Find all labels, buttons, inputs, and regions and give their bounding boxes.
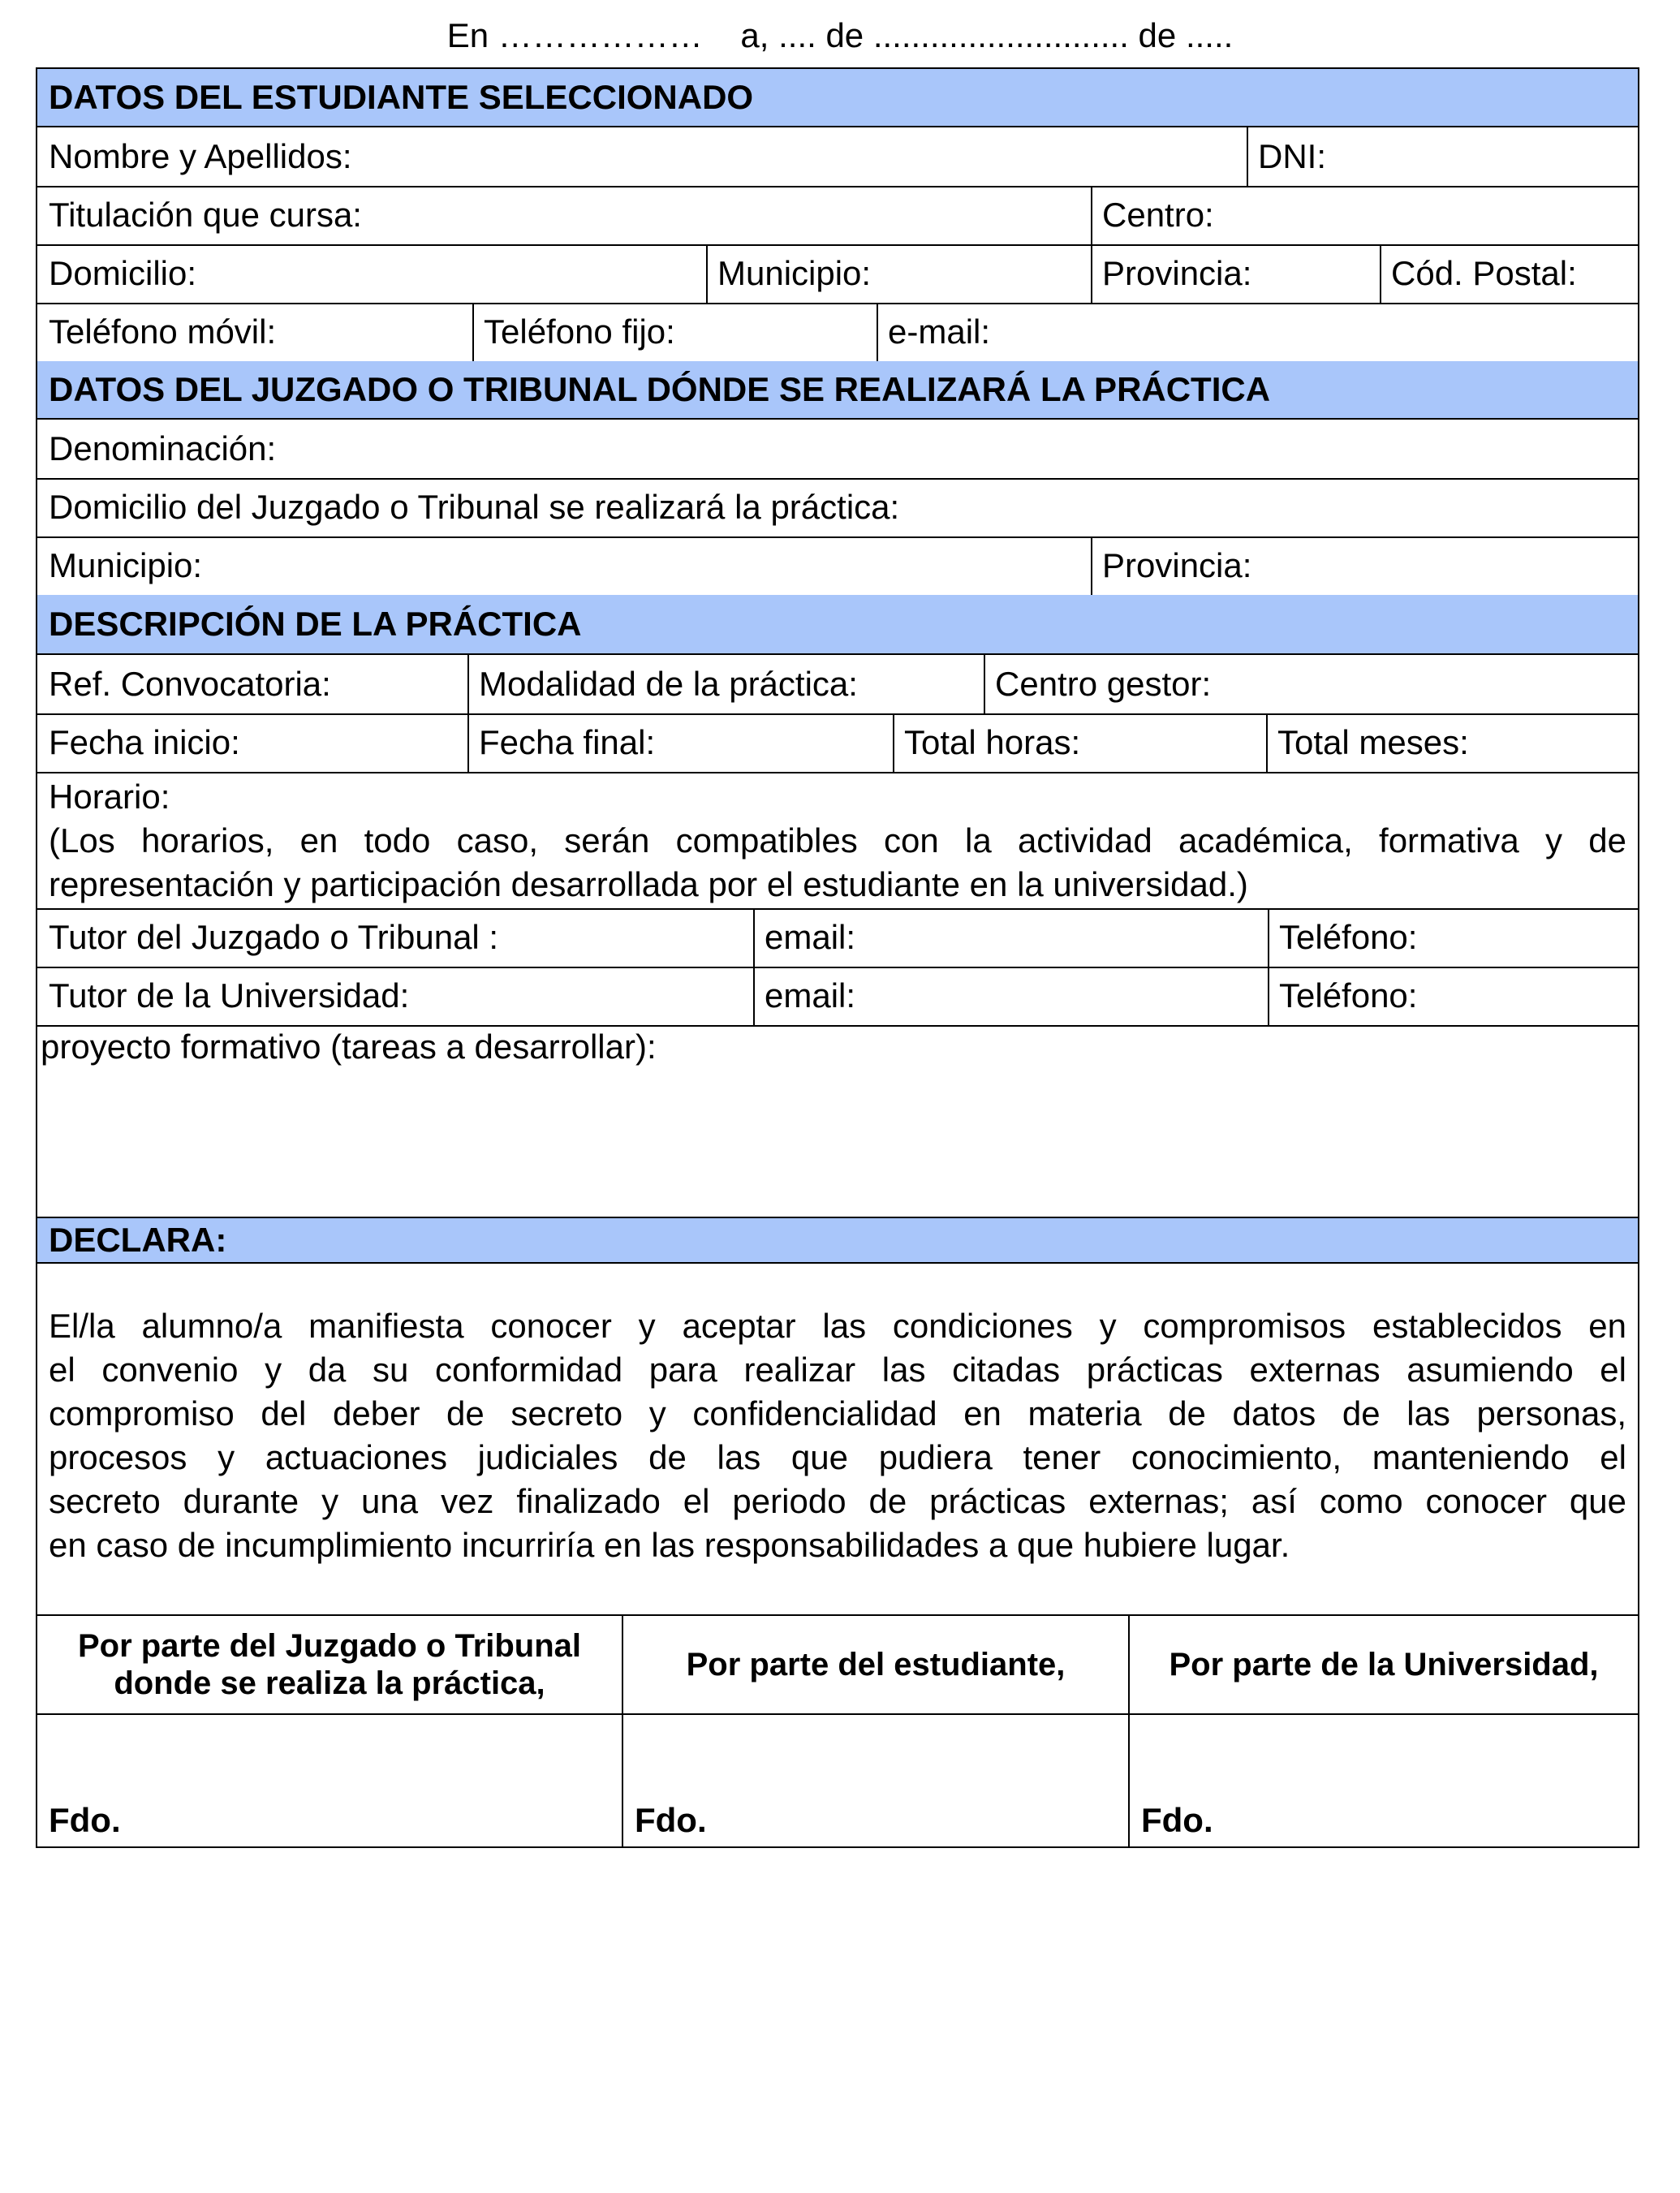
section-practice-title: DESCRIPCIÓN DE LA PRÁCTICA	[37, 595, 1638, 655]
uni-tutor-phone-field[interactable]: Teléfono:	[1279, 976, 1418, 1015]
fdo-student-label: Fdo.	[635, 1801, 707, 1839]
date-place-line: En ……………… a, .... de ........................... de .....	[446, 16, 1234, 54]
divider	[37, 772, 1638, 773]
court-province-field[interactable]: Provincia:	[1102, 545, 1252, 584]
signature-university-box[interactable]	[1130, 1715, 1638, 1846]
practice-hours-field[interactable]: Total horas:	[904, 722, 1081, 761]
divider	[472, 303, 474, 361]
declaration-line: El/la alumno/a manifiesta conocer y aceptar las condiciones y compromisos establecidos en	[49, 1307, 1626, 1345]
divider	[893, 713, 894, 772]
divider	[984, 655, 985, 713]
declaration-line: secreto durante y una vez finalizado el periodo de prácticas externas; así como conocer que	[49, 1482, 1626, 1520]
schedule-note-line: representación y participación desarrollada por el estudiante en la universidad.)	[49, 865, 1248, 903]
section-court-title: DATOS DEL JUZGADO O TRIBUNAL DÓNDE SE REALIZARÁ LA PRÁCTICA	[37, 361, 1638, 420]
signature-court-line: donde se realiza la práctica,	[114, 1665, 545, 1701]
signature-court-box[interactable]	[37, 1715, 622, 1846]
student-degree-field[interactable]: Titulación que cursa:	[49, 195, 362, 234]
divider	[1380, 244, 1381, 303]
student-province-field[interactable]: Provincia:	[1102, 253, 1252, 292]
fdo-court-label: Fdo.	[49, 1801, 121, 1839]
court-tutor-email-field[interactable]: email:	[765, 917, 856, 956]
signature-university-header: Por parte de la Universidad,	[1169, 1647, 1599, 1682]
practice-ref-field[interactable]: Ref. Convocatoria:	[49, 664, 331, 703]
court-address-field[interactable]: Domicilio del Juzgado o Tribunal se realizará la práctica:	[49, 487, 900, 526]
student-email-field[interactable]: e-mail:	[888, 312, 991, 351]
student-name-field[interactable]: Nombre y Apellidos:	[49, 136, 352, 175]
divider	[706, 244, 708, 303]
divider	[1091, 244, 1092, 303]
practice-months-field[interactable]: Total meses:	[1277, 722, 1469, 761]
divider	[753, 908, 755, 967]
project-area[interactable]	[36, 1025, 1639, 1217]
signature-student-header: Por parte del estudiante,	[686, 1647, 1066, 1682]
divider	[1268, 967, 1269, 1025]
student-mobile-field[interactable]: Teléfono móvil:	[49, 312, 277, 351]
uni-tutor-field[interactable]: Tutor de la Universidad:	[49, 976, 410, 1015]
signature-court-line: Por parte del Juzgado o Tribunal	[77, 1628, 582, 1664]
student-address-field[interactable]: Domicilio:	[49, 253, 197, 292]
signature-student-box[interactable]	[623, 1715, 1128, 1846]
divider	[467, 713, 469, 772]
uni-tutor-email-field[interactable]: email:	[765, 976, 856, 1015]
section-declaration-title: DECLARA:	[37, 1217, 1638, 1264]
declaration-line: procesos y actuaciones judiciales de las que pudiera tener conocimiento, manteniendo el	[49, 1438, 1626, 1476]
declaration-line: el convenio y da su conformidad para realizar las citadas prácticas externas asumiendo el	[49, 1351, 1626, 1389]
student-municipality-field[interactable]: Municipio:	[717, 253, 872, 292]
student-postal-field[interactable]: Cód. Postal:	[1391, 253, 1577, 292]
practice-mode-field[interactable]: Modalidad de la práctica:	[479, 664, 858, 703]
student-dni-field[interactable]: DNI:	[1258, 136, 1326, 175]
divider	[1247, 127, 1248, 186]
divider	[467, 655, 469, 713]
section-student-title: DATOS DEL ESTUDIANTE SELECCIONADO	[37, 69, 1638, 127]
declaration-box	[36, 1217, 1639, 1848]
student-center-field[interactable]: Centro:	[1102, 195, 1214, 234]
practice-end-field[interactable]: Fecha final:	[479, 722, 656, 761]
divider	[1268, 908, 1269, 967]
schedule-note-line: (Los horarios, en todo caso, serán compatibles con la actividad académica, formativa y de	[49, 821, 1626, 860]
schedule-block[interactable]	[49, 775, 1626, 907]
court-municipality-field[interactable]: Municipio:	[49, 545, 203, 584]
divider	[877, 303, 878, 361]
court-name-field[interactable]: Denominación:	[49, 429, 277, 467]
declaration-text	[49, 1304, 1626, 1567]
divider	[1266, 713, 1268, 772]
signature-court-header	[37, 1616, 622, 1713]
project-label: proyecto formativo (tareas a desarrollar):	[41, 1028, 657, 1066]
student-landline-field[interactable]: Teléfono fijo:	[484, 312, 675, 351]
court-tutor-phone-field[interactable]: Teléfono:	[1279, 917, 1418, 956]
divider	[1091, 536, 1092, 595]
divider	[1091, 186, 1092, 244]
divider	[753, 967, 755, 1025]
fdo-university-label: Fdo.	[1141, 1801, 1213, 1839]
practice-manager-field[interactable]: Centro gestor:	[995, 664, 1212, 703]
schedule-label: Horario:	[49, 778, 170, 816]
court-tutor-field[interactable]: Tutor del Juzgado o Tribunal :	[49, 917, 499, 956]
declaration-line: en caso de incumplimiento incurriría en las responsabilidades a que hubiere lugar.	[49, 1526, 1290, 1564]
practice-start-field[interactable]: Fecha inicio:	[49, 722, 240, 761]
declaration-line: compromiso del deber de secreto y confidencialidad en materia de datos de las personas,	[49, 1394, 1626, 1433]
